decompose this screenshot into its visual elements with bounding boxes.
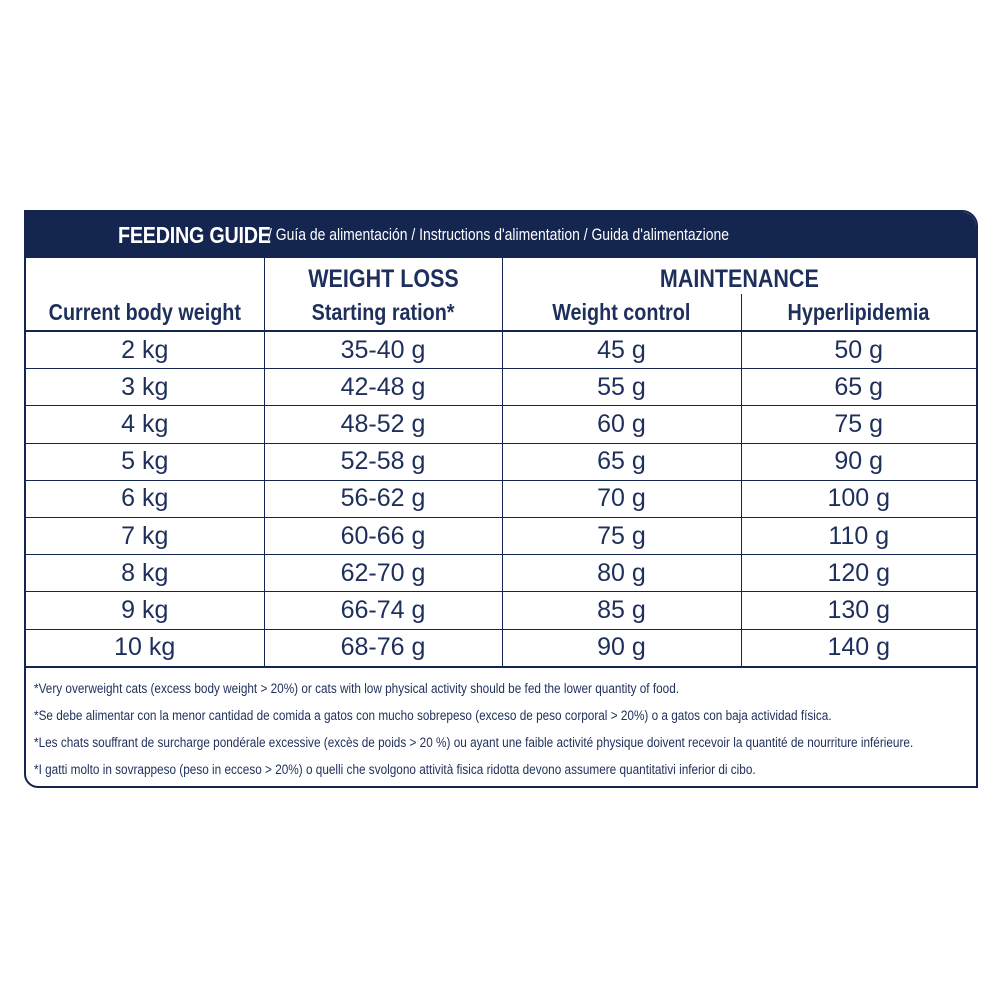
footnotes [26,668,976,784]
table-row [26,629,976,667]
cell-starting-ration: 42-48 g [264,369,502,406]
feeding-guide-subtitle: / Guía de alimentación / Instructions d'alimentation / Guida d'alimentazione [267,225,729,244]
cell-hyperlipidemia: 65 g [741,369,976,406]
cell-weight-control: 70 g [502,480,741,517]
cell-weight-control: 65 g [502,443,741,480]
cell-hyperlipidemia: 130 g [741,592,976,629]
cell-body-weight: 10 kg [26,629,264,667]
feeding-table [26,258,976,668]
cell-starting-ration: 68-76 g [264,629,502,667]
cell-body-weight: 9 kg [26,592,264,629]
table-row [26,443,976,480]
cell-body-weight: 2 kg [26,331,264,369]
cell-body-weight: 4 kg [26,406,264,443]
cell-body-weight: 3 kg [26,369,264,406]
column-header-weight-control: Weight control [502,294,741,331]
footnote-it: *I gatti molto in sovrappeso (peso in ecceso > 20%) o quelli che svolgono attività fisica ridotta devono assumere quantitativi inferior di cibo. [34,761,756,778]
feeding-guide-title: FEEDING GUIDE [118,221,271,248]
cell-hyperlipidemia: 100 g [741,480,976,517]
cell-hyperlipidemia: 50 g [741,331,976,369]
cell-body-weight: 5 kg [26,443,264,480]
table-row [26,555,976,592]
cell-weight-control: 45 g [502,331,741,369]
footnote-en: *Very overweight cats (excess body weight > 20%) or cats with low physical activity should be fed the lower quantity of food. [34,680,680,697]
cell-body-weight: 7 kg [26,517,264,554]
cell-starting-ration: 62-70 g [264,555,502,592]
column-header-body-weight: Current body weight [26,294,264,331]
table-row [26,517,976,554]
cell-hyperlipidemia: 110 g [741,517,976,554]
cell-starting-ration: 66-74 g [264,592,502,629]
cell-weight-control: 60 g [502,406,741,443]
feeding-table-body [26,331,976,667]
table-row [26,369,976,406]
cell-weight-control: 85 g [502,592,741,629]
footnote-fr: *Les chats souffrant de surcharge pondérale excessive (excès de poids > 20 %) ou ayant une faible activité physique doivent recevoir la quantité de nourriture inférieure. [34,734,914,751]
cell-weight-control: 80 g [502,555,741,592]
cell-starting-ration: 35-40 g [264,331,502,369]
feeding-guide-banner [26,212,976,258]
cell-weight-control: 55 g [502,369,741,406]
table-row [26,406,976,443]
cell-starting-ration: 56-62 g [264,480,502,517]
cell-starting-ration: 60-66 g [264,517,502,554]
column-header-hyperlipidemia: Hyperlipidemia [741,294,976,331]
table-row [26,480,976,517]
column-header-starting-ration: Starting ration* [264,294,502,331]
cell-hyperlipidemia: 75 g [741,406,976,443]
cell-body-weight: 6 kg [26,480,264,517]
cell-hyperlipidemia: 120 g [741,555,976,592]
group-header-empty [26,258,264,294]
cell-hyperlipidemia: 140 g [741,629,976,667]
cell-starting-ration: 52-58 g [264,443,502,480]
feeding-guide-panel [24,210,978,788]
cell-body-weight: 8 kg [26,555,264,592]
cell-starting-ration: 48-52 g [264,406,502,443]
group-header-weight-loss: WEIGHT LOSS [264,258,502,294]
footnote-es: *Se debe alimentar con la menor cantidad de comida a gatos con mucho sobrepeso (exceso de peso corporal > 20%) o a gatos con baja actividad física. [34,707,832,724]
cell-hyperlipidemia: 90 g [741,443,976,480]
cell-weight-control: 75 g [502,517,741,554]
group-header-maintenance: MAINTENANCE [502,258,976,294]
cell-weight-control: 90 g [502,629,741,667]
table-row [26,592,976,629]
table-row [26,331,976,369]
